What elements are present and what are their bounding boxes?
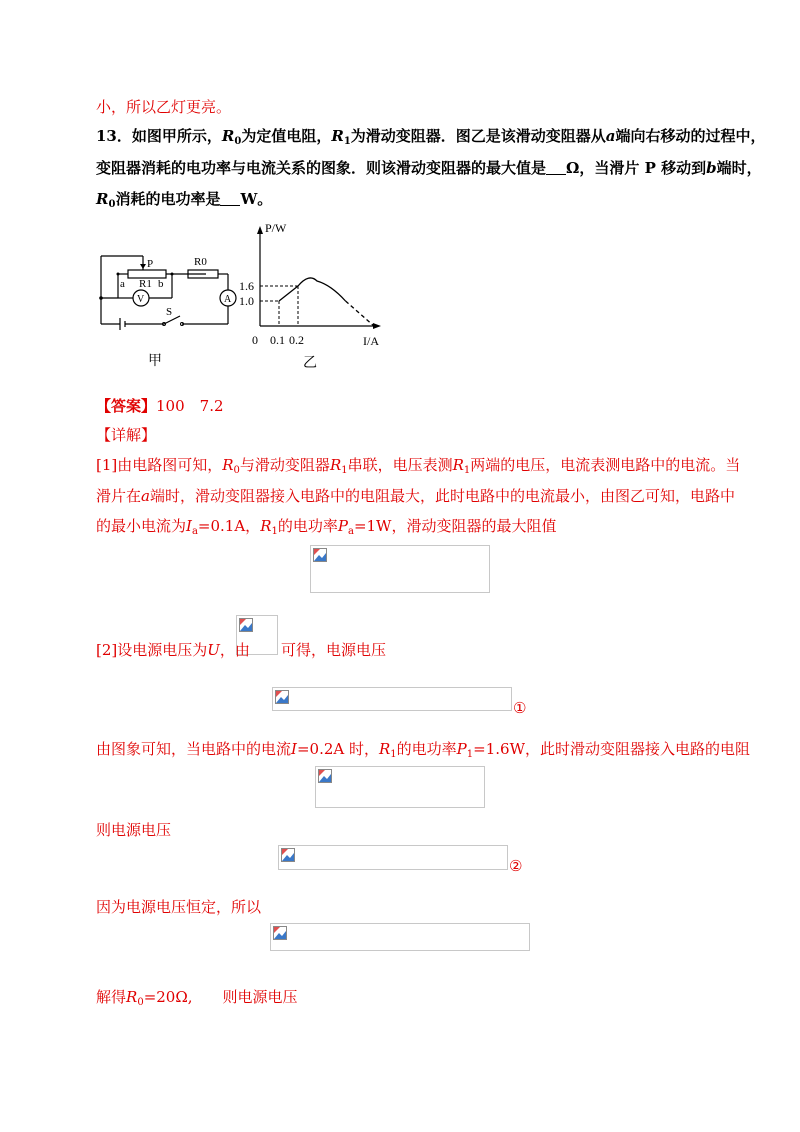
formula-image-max-resistance <box>310 545 490 593</box>
text: [2]设电源电压为 <box>96 641 208 659</box>
answer-line <box>96 396 224 416</box>
caption-yi: 乙 <box>303 356 317 371</box>
p2-line-tail <box>281 640 386 660</box>
x-tick-label: 0.2 <box>289 333 304 347</box>
label-switch: S <box>166 306 173 318</box>
q-symbol: R <box>221 127 235 145</box>
text: 由图象可知，当电路中的电流 <box>96 740 292 758</box>
text: =1.6W，此时滑动变阻器接入电路的电阻 <box>473 740 750 758</box>
x-axis-arrow <box>373 323 381 329</box>
answer-label: 【答案】 <box>96 397 157 415</box>
broken-image-icon <box>318 769 332 783</box>
series-curve <box>298 278 346 301</box>
equation-marker-1 <box>513 699 526 717</box>
p1-line-3 <box>96 516 556 536</box>
slider-arrow <box>140 264 146 269</box>
series-segment-dashed <box>346 301 375 326</box>
broken-image-icon <box>281 848 295 862</box>
rheostat-r1 <box>128 270 166 278</box>
power-current-chart <box>235 220 395 375</box>
p4-line <box>96 820 171 840</box>
subscript: 1 <box>341 465 348 476</box>
label-p: P <box>147 258 154 270</box>
q-subscript: 0 <box>108 199 116 210</box>
symbol: I <box>291 740 297 758</box>
question-line-2 <box>96 158 762 178</box>
subscript: 1 <box>271 526 278 537</box>
q-text: 为定值电阻， <box>241 127 332 145</box>
origin-label: 0 <box>252 333 258 347</box>
text: =0.1A， <box>197 517 261 535</box>
q-symbol: a <box>605 127 616 145</box>
text: 则电源电压 <box>96 821 172 839</box>
formula-image-equation-2 <box>278 845 508 870</box>
y-axis-label: P/W <box>265 221 287 235</box>
intro-line: 小，所以乙灯更亮。 <box>96 98 232 116</box>
broken-image-icon <box>273 926 287 940</box>
label-r0: R0 <box>194 256 207 268</box>
text: 的最小电流为 <box>96 517 187 535</box>
symbol: R <box>452 456 464 474</box>
text: 解得 <box>96 988 127 1006</box>
text: 两端的电压，电流表测电路中的电流。当 <box>470 456 741 474</box>
p2-line <box>96 640 250 660</box>
label-b: b <box>158 278 164 290</box>
text: ，由 <box>219 641 250 659</box>
broken-image-icon <box>313 548 327 562</box>
label-a: a <box>120 278 125 290</box>
subscript: 0 <box>137 997 144 1008</box>
detail-heading <box>96 425 156 445</box>
q-text: 端时， <box>716 159 762 177</box>
x-tick-label: 0.1 <box>270 333 285 347</box>
symbol: R <box>260 517 272 535</box>
symbol: R <box>378 740 391 758</box>
text: 滑片在 <box>96 487 142 505</box>
question-number: 13． <box>96 127 132 145</box>
intro-text <box>96 97 231 117</box>
label-voltmeter: V <box>137 294 145 305</box>
text: [1]由电路图可知， <box>96 456 223 474</box>
symbol: R <box>126 988 138 1006</box>
x-axis-label: I/A <box>363 334 379 348</box>
broken-image-icon <box>239 618 253 632</box>
p1-line-1 <box>96 455 740 475</box>
circle-one: ① <box>513 699 527 717</box>
question-line-3 <box>96 189 272 209</box>
q-text: 为滑动变阻器．图乙是该滑动变阻器从 <box>350 127 606 145</box>
y-axis-arrow <box>257 226 263 234</box>
symbol: P <box>456 740 467 758</box>
q-text: 如图甲所示， <box>131 127 222 145</box>
text: 串联，电压表测 <box>347 456 453 474</box>
symbol: a <box>141 487 150 505</box>
symbol: R <box>222 456 234 474</box>
label-r1: R1 <box>139 278 152 290</box>
q-text: W。 <box>240 190 273 208</box>
series-segment-rise <box>279 286 298 301</box>
label-ammeter: A <box>224 294 232 305</box>
text: 的电功率 <box>277 517 338 535</box>
junction-dot <box>171 273 174 276</box>
text: 与滑动变阻器 <box>239 456 330 474</box>
y-tick-label: 1.0 <box>239 294 254 308</box>
detail-label: 【详解】 <box>96 426 157 444</box>
symbol: P <box>337 517 348 535</box>
equation-marker-2 <box>509 857 522 875</box>
q-symbol: b <box>706 159 717 177</box>
subscript: a <box>191 526 198 537</box>
q-text: 变阻器消耗的电功率与电流关系的图象．则该滑动变阻器的最大值是 <box>96 159 547 177</box>
text: 可得，电源电压 <box>281 641 387 659</box>
q-symbol: R <box>96 190 109 208</box>
text: =1W，滑动变阻器的最大阻值 <box>353 517 557 535</box>
answer-value: 100 7.2 <box>156 397 224 415</box>
text: 的电功率 <box>396 740 457 758</box>
formula-image-resistance <box>315 766 485 808</box>
q-text: 端向右移动的过程中， <box>615 127 766 145</box>
circle-two: ② <box>509 857 523 875</box>
y-tick-label: 1.6 <box>239 279 254 293</box>
caption-jia: 甲 <box>148 354 162 369</box>
junction-dot <box>117 273 120 276</box>
question-line-1 <box>96 126 766 146</box>
q-subscript: 1 <box>343 136 351 147</box>
q-text: 消耗的电功率是 <box>115 190 221 208</box>
formula-image-equation-1 <box>272 687 512 711</box>
subscript: 1 <box>466 749 474 760</box>
text: =20Ω, 则电源电压 <box>143 988 298 1006</box>
text: 端时，滑动变阻器接入电路中的电阻最大，此时电路中的电流最小，由图乙可知，电路中 <box>149 487 735 505</box>
subscript: 1 <box>390 749 397 760</box>
answer-blank-2 <box>220 191 240 206</box>
p5-line <box>96 897 261 917</box>
junction-dot <box>99 296 103 300</box>
q-symbol: R <box>331 127 344 145</box>
q-subscript: 0 <box>234 136 242 147</box>
subscript: 1 <box>463 465 471 476</box>
broken-image-icon <box>275 690 289 704</box>
subscript: 0 <box>233 465 240 476</box>
text: 因为电源电压恒定，所以 <box>96 898 262 916</box>
circuit-diagram <box>96 240 246 370</box>
answer-blank-1 <box>546 160 566 175</box>
p3-line <box>96 739 750 759</box>
symbol: I <box>186 517 192 535</box>
p1-line-2 <box>96 486 735 506</box>
symbol: R <box>329 456 342 474</box>
symbol: U <box>207 641 220 659</box>
text: =0.2A 时， <box>296 740 379 758</box>
q-text: Ω，当滑片 P 移动到 <box>566 159 707 177</box>
subscript: a <box>347 526 354 537</box>
formula-image-equation-3 <box>270 923 530 951</box>
p6-line <box>96 987 298 1007</box>
